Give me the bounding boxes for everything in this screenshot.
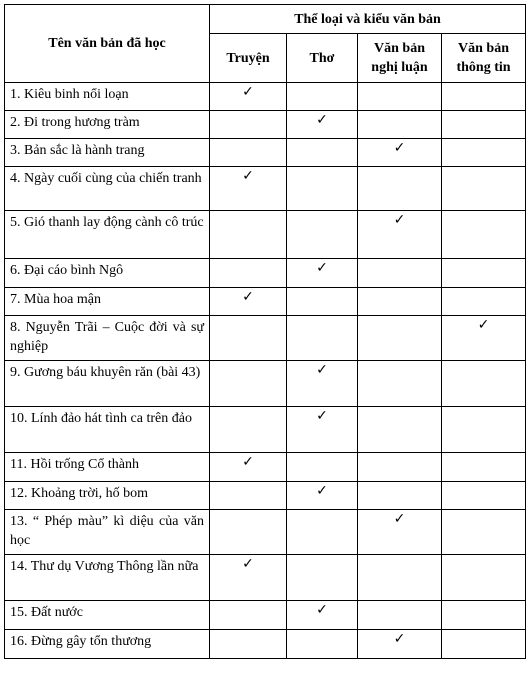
genre-cell bbox=[210, 211, 287, 259]
genre-cell bbox=[442, 83, 526, 111]
table-row bbox=[5, 630, 526, 659]
check-mark-icon: ✓ bbox=[316, 260, 328, 276]
genre-cell bbox=[358, 288, 442, 316]
genre-cell bbox=[358, 316, 442, 361]
text-title-cell: 6. Đại cáo bình Ngô bbox=[5, 259, 210, 288]
genre-cell bbox=[287, 453, 358, 482]
text-title-cell: 16. Đừng gây tổn thương bbox=[5, 630, 210, 659]
genre-cell bbox=[442, 288, 526, 316]
genre-cell bbox=[287, 139, 358, 167]
genre-cell bbox=[442, 510, 526, 555]
check-mark-icon: ✓ bbox=[393, 140, 406, 156]
genre-cell bbox=[358, 482, 442, 510]
genre-cell bbox=[442, 139, 526, 167]
genre-cell bbox=[442, 259, 526, 288]
genre-cell bbox=[358, 167, 442, 211]
text-title-cell: 4. Ngày cuối cùng của chiến tranh bbox=[5, 167, 210, 211]
genre-cell bbox=[287, 407, 358, 453]
genre-cell bbox=[210, 83, 287, 111]
genre-cell bbox=[442, 211, 526, 259]
genre-cell bbox=[210, 139, 287, 167]
table-row bbox=[5, 601, 526, 630]
genre-cell bbox=[210, 601, 287, 630]
genre-cell bbox=[442, 111, 526, 139]
genre-cell bbox=[358, 211, 442, 259]
table-row bbox=[5, 361, 526, 407]
genre-cell bbox=[358, 139, 442, 167]
text-title-cell: 15. Đất nước bbox=[5, 601, 210, 630]
table-row bbox=[5, 555, 526, 601]
genre-cell bbox=[210, 361, 287, 407]
genre-cell bbox=[287, 288, 358, 316]
table-row bbox=[5, 407, 526, 453]
text-title-cell: 12. Khoảng trời, hố bom bbox=[5, 482, 210, 510]
genre-cell bbox=[358, 83, 442, 111]
table-row bbox=[5, 510, 526, 555]
text-title-cell: 7. Mùa hoa mận bbox=[5, 288, 210, 316]
genre-cell bbox=[358, 601, 442, 630]
table-row bbox=[5, 482, 526, 510]
text-title-cell: 13. “ Phép màu” kì diệu của văn học bbox=[5, 510, 210, 555]
genre-cell bbox=[287, 482, 358, 510]
text-title-cell: 2. Đi trong hương tràm bbox=[5, 111, 210, 139]
genre-cell bbox=[210, 407, 287, 453]
genre-cell bbox=[287, 361, 358, 407]
genre-cell bbox=[442, 316, 526, 361]
table-row bbox=[5, 211, 526, 259]
header-title-col: Tên văn bản đã học bbox=[5, 5, 210, 83]
check-mark-icon: ✓ bbox=[316, 112, 328, 128]
check-mark-icon: ✓ bbox=[316, 483, 328, 499]
genre-cell bbox=[442, 407, 526, 453]
check-mark-icon: ✓ bbox=[242, 84, 254, 100]
table-row bbox=[5, 259, 526, 288]
genre-cell bbox=[210, 167, 287, 211]
table-row bbox=[5, 111, 526, 139]
genre-cell bbox=[442, 601, 526, 630]
check-mark-icon: ✓ bbox=[393, 511, 406, 527]
genre-cell bbox=[287, 211, 358, 259]
genre-cell bbox=[210, 482, 287, 510]
check-mark-icon: ✓ bbox=[242, 168, 254, 184]
genre-cell bbox=[358, 407, 442, 453]
text-title-cell: 11. Hồi trống Cổ thành bbox=[5, 453, 210, 482]
genre-classification-table bbox=[4, 4, 526, 659]
genre-cell bbox=[210, 453, 287, 482]
genre-cell bbox=[358, 111, 442, 139]
table-row bbox=[5, 83, 526, 111]
header-genre-group: Thể loại và kiểu văn bản bbox=[210, 5, 526, 34]
genre-cell bbox=[210, 630, 287, 659]
text-title-cell: 14. Thư dụ Vương Thông lần nữa bbox=[5, 555, 210, 601]
check-mark-icon: ✓ bbox=[393, 212, 406, 228]
text-title-cell: 10. Lính đảo hát tình ca trên đảo bbox=[5, 407, 210, 453]
genre-cell bbox=[358, 453, 442, 482]
genre-cell bbox=[442, 555, 526, 601]
genre-cell bbox=[442, 482, 526, 510]
genre-cell bbox=[358, 510, 442, 555]
table-row bbox=[5, 288, 526, 316]
check-mark-icon: ✓ bbox=[242, 454, 254, 470]
genre-cell bbox=[442, 361, 526, 407]
genre-cell bbox=[287, 167, 358, 211]
genre-cell bbox=[210, 288, 287, 316]
genre-cell bbox=[442, 167, 526, 211]
genre-cell bbox=[287, 630, 358, 659]
genre-cell bbox=[358, 259, 442, 288]
table-row bbox=[5, 139, 526, 167]
genre-cell bbox=[287, 601, 358, 630]
genre-cell bbox=[287, 259, 358, 288]
header-tho: Thơ bbox=[287, 34, 358, 83]
genre-cell bbox=[287, 316, 358, 361]
genre-cell bbox=[358, 630, 442, 659]
check-mark-icon: ✓ bbox=[316, 602, 328, 618]
genre-cell bbox=[358, 555, 442, 601]
text-title-cell: 5. Gió thanh lay động cành cô trúc bbox=[5, 211, 210, 259]
genre-cell bbox=[287, 111, 358, 139]
table-row bbox=[5, 167, 526, 211]
table-row bbox=[5, 453, 526, 482]
check-mark-icon: ✓ bbox=[242, 289, 254, 305]
check-mark-icon: ✓ bbox=[316, 362, 328, 378]
genre-cell bbox=[442, 453, 526, 482]
table-row bbox=[5, 316, 526, 361]
header-van-ban-nghi-luan: Văn bản nghị luận bbox=[358, 34, 442, 83]
text-title-cell: 9. Gương báu khuyên răn (bài 43) bbox=[5, 361, 210, 407]
genre-cell bbox=[442, 630, 526, 659]
check-mark-icon: ✓ bbox=[316, 408, 328, 424]
check-mark-icon: ✓ bbox=[242, 556, 254, 572]
text-title-cell: 1. Kiêu binh nổi loạn bbox=[5, 83, 210, 111]
genre-cell bbox=[358, 361, 442, 407]
genre-cell bbox=[210, 555, 287, 601]
text-title-cell: 3. Bản sắc là hành trang bbox=[5, 139, 210, 167]
genre-cell bbox=[210, 111, 287, 139]
check-mark-icon: ✓ bbox=[393, 631, 406, 647]
genre-cell bbox=[287, 510, 358, 555]
genre-cell bbox=[287, 83, 358, 111]
genre-cell bbox=[210, 510, 287, 555]
text-title-cell: 8. Nguyễn Trãi – Cuộc đời và sự nghiệp bbox=[5, 316, 210, 361]
genre-cell bbox=[210, 259, 287, 288]
genre-cell bbox=[210, 316, 287, 361]
genre-cell bbox=[287, 555, 358, 601]
header-van-ban-thong-tin: Văn bản thông tin bbox=[442, 34, 526, 83]
check-mark-icon: ✓ bbox=[477, 317, 490, 333]
header-truyen: Truyện bbox=[210, 34, 287, 83]
